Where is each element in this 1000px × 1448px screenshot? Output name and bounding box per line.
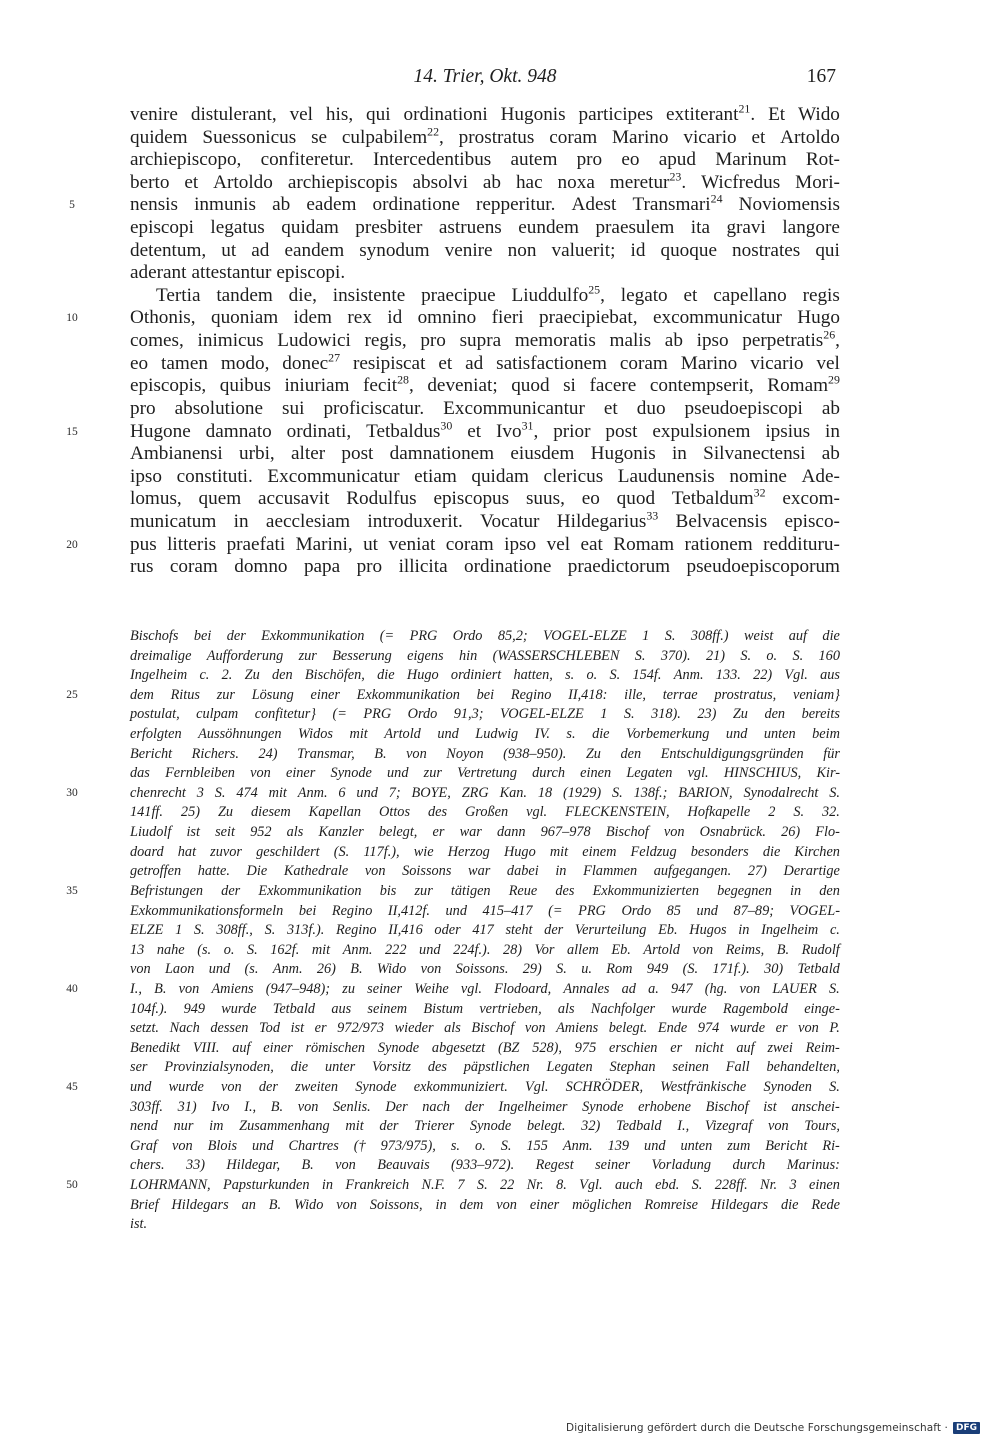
footnote-line: 13 nahe (s. o. S. 162f. mit Anm. 222 und 224f.). 28) Vor allem Eb. Artold von Reims, B. Rudolf: [130, 941, 840, 958]
main-text-line: berto et Artoldo archiepiscopis absolvi ab hac noxa meretur$^{23}$. Wicfredus Mori-: [130, 169, 840, 193]
page-number: 167: [806, 66, 836, 87]
main-text-line: eo tamen modo, donec$^{27}$ resipiscat et ad satisfactionem coram Marino vicario vel: [130, 350, 840, 374]
footnote-line: 35 Befristungen der Exkommunikation bis zur tätigen Reue des Exkommunizierten begegnen in den: [130, 882, 840, 902]
main-text-line: ipso constituti. Excommunicatur etiam quidam clericus Laudunensis nomine Ade-: [130, 465, 840, 487]
footnote-line: postulat, culpam confitetur} (= PRG Ordo 91,3; VOGEL-ELZE 1 S. 318). 23) Zu den bereits: [130, 706, 840, 723]
footnote-line: dreimalige Aufforderung zur Besserung eigens hin (WASSERSCHLEBEN S. 370). 21) S. o. S. 160: [130, 647, 840, 664]
footnote-line: Benedikt VIII. auf einer römischen Synode abgesetzt (BZ 528), 975 erschien er nicht auf zwei Reim-: [130, 1039, 840, 1056]
line-number: 25: [66, 688, 78, 701]
line-number: 30: [66, 786, 78, 799]
line-number: 10: [66, 312, 78, 325]
line-number: 5: [69, 199, 75, 212]
footnote-line: 104f.). 949 wurde Tetbald aus seinem Bistum vertrieben, als Nachfolger wurde Ragembold einge-: [130, 1000, 840, 1017]
running-title: 14. Trier, Okt. 948: [413, 66, 557, 87]
footnote-line: Ingelheim c. 2. Zu den Bischöfen, die Hugo ordiniert hatten, s. o. S. 154f. Anm. 133. 22) Vgl. aus: [130, 667, 840, 684]
footnote-line: doard hat zuvor geschildert (S. 117f.), wie Herzog Hugo mit einem Feldzug besonders die Kirchen: [130, 843, 840, 860]
main-text-line: venire distulerant, vel his, qui ordinationi Hugonis participes extiterant$^{21}$. Et Wido: [130, 101, 840, 125]
footnote-line: 30 chenrecht 3 S. 474 mit Anm. 6 und 7; BOYE, ZRG Kan. 18 (1929) S. 138f.; BARION, Synodalrecht S.: [130, 784, 840, 804]
footnote-line: 141ff. 25) Zu diesem Kapellan Ottos des Großen vgl. FLECKENSTEIN, Hofkapelle 2 S. 32.: [130, 804, 840, 821]
main-text-line: Ambianensi urbi, alter post damnationem eiusdem Hugonis in Silvanectensi ab: [130, 443, 840, 465]
footnote-line: 40 I., B. von Amiens (947–948); zu seiner Weihe vgl. Flodoard, Annales ad a. 947 (hg. von LAUER S.: [130, 980, 840, 1000]
main-text-line: municatum in aecclesiam introduxerit. Vocatur Hildegarius$^{33}$ Belvacensis episco-: [130, 508, 840, 532]
page-header: [130, 62, 840, 92]
main-text: [66, 101, 840, 579]
line-number: 45: [66, 1081, 78, 1094]
footnote-line: 45 und wurde von der zweiten Synode exkommuniziert. Vgl. SCHRÖDER, Westfränkische Synoden S.: [130, 1078, 840, 1098]
footnote-line: Brief Hildegars an B. Wido von Soissons, in dem von einer möglichen Romreise Hildegars die Rede: [130, 1196, 840, 1213]
footnote-line: 25 dem Ritus zur Lösung einer Exkommunikation bei Regino II,418: ille, terrae prostratus, veniam}: [130, 686, 840, 706]
main-text-line: pro absolutione sui proficiscatur. Excommunicantur et duo pseudoepiscopi ab: [130, 397, 840, 419]
footnote-line: Exkommunikationsformeln bei Regino II,412f. und 415–417 (= PRG Ordo 85 und 87–89; VOGEL-: [130, 902, 840, 919]
footnote-line: getroffen hatte. Die Kathedrale von Soissons war dabei in Flammen aufgegangen. 27) Derartige: [130, 863, 840, 880]
footnote-line: Liudolf ist seit 952 als Kanzler belegt, er war dann 967–978 Bischof von Osnabrück. 26) Flo-: [130, 824, 840, 841]
footnote-line: Bericht Richers. 24) Transmar, B. von Noyon (938–950). Zu den Entschuldigungsgründen für: [130, 745, 840, 762]
footnote-line: von Laon und (s. Anm. 26) B. Wido von Soissons. 29) S. u. Rom 949 (S. 171f.). 30) Tetbald: [130, 961, 840, 978]
main-text-line: 20 pus litteris praefati Marini, ut veniat coram ipso vel eat Romam rationem reddituru-: [130, 534, 840, 557]
footnote-line: nend nur im Zusammenhang mit der Trierer Synode belegt. 32) Tedbald I., Vizegraf von Tours,: [130, 1118, 840, 1135]
footnote-line: ELZE 1 S. 308ff., S. 313f.). Regino II,416 oder 417 steht der Verurteilung Eb. Hugos in Ingelheim c.: [130, 922, 840, 939]
footnote-line: ser Provinzialsynoden, die unter Vorsitz des päpstlichen Legaten Stephan seinen Fall behandelten,: [130, 1059, 840, 1076]
line-number: 40: [66, 982, 78, 995]
main-text-line: aderant attestantur episcopi.: [130, 262, 346, 284]
main-text-line: comes, inimicus Ludowici regis, pro supra memoratis malis ab ipso perpetratis$^{26}$,: [130, 327, 840, 352]
dfg-logo: DFG: [953, 1422, 980, 1434]
main-text-line: 5 nensis inmunis ab eadem ordinatione repperitur. Adest Transmari$^{24}$ Noviomensis: [130, 194, 840, 217]
footnote-line: 303ff. 31) Ivo I., B. von Senlis. Der nach der Ingelheimer Synode erhobene Bischof ist anschei-: [130, 1098, 840, 1115]
footnote-line: Graf von Blois und Chartres († 973/975), s. o. S. 155 Anm. 139 und unten zum Bericht Ri-: [130, 1137, 840, 1154]
footnote-line: setzt. Nach dessen Tod ist er 972/973 wieder als Bischof von Amiens belegt. Ende 974 wurde er von P.: [130, 1020, 840, 1037]
footnote-line: 50 LOHRMANN, Papsturkunden in Frankreich N.F. 7 S. 22 Nr. 8. Vgl. auch ebd. S. 228ff. Nr. 3 einen: [130, 1176, 840, 1196]
main-text-line: 15 Hugone damnato ordinati, Tetbaldus$^{30}$ et Ivo$^{31}$, prior post expulsionem ipsius in: [130, 421, 840, 444]
footnote-line: das Fernbleiben von einer Synode und zur Vertretung durch einen Legaten vgl. HINSCHIUS, Kir-: [130, 765, 840, 782]
main-text-line: detentum, ut ad eandem synodum venire non valuerit; id quoque nostrates qui: [130, 239, 840, 261]
footnote-line: Bischofs bei der Exkommunikation (= PRG Ordo 85,2; VOGEL-ELZE 1 S. 308ff.) weist auf die: [130, 628, 840, 644]
main-text-line: archiepiscopo, confiteretur. Intercedentibus autem pro eo apud Marinum Rot-: [130, 149, 840, 171]
main-text-line: rus coram domno papa pro illicita ordinatione praedictorum pseudoepiscoporum: [130, 556, 840, 578]
line-number: 20: [66, 538, 78, 551]
footnote-line: ist.: [130, 1216, 148, 1233]
line-number: 50: [66, 1179, 78, 1192]
credit-text: Digitalisierung gefördert durch die Deutsche Forschungsgemeinschaft ·: [566, 1422, 948, 1434]
footnotes: [66, 627, 840, 1235]
main-text-line: lomus, quem accusavit Rodulfus episcopus suus, eo quod Tetbaldum$^{32}$ excom-: [130, 485, 840, 510]
main-text-line: 10 Othonis, quoniam idem rex id omnino fieri praecipiebat, excommunicatur Hugo: [130, 307, 840, 330]
main-text-line: episcopis, quibus iniuriam fecit$^{28}$, deveniat; quod si facere contempserit, Romam$^{29}$: [130, 372, 840, 397]
footnote-line: chers. 33) Hildegar, B. von Beauvais (933–972). Regest seiner Vorladung durch Marinus:: [130, 1157, 840, 1174]
main-text-line: Tertia tandem die, insistente praecipue Liuddulfo$^{25}$, legato et capellano regis: [156, 282, 840, 306]
main-text-line: quidem Suessonicus se culpabilem$^{22}$, prostratus coram Marino vicario et Artoldo: [130, 124, 840, 148]
line-number: 35: [66, 884, 78, 897]
footnote-line: erfolgten Aussöhnungen Widos mit Artold und Ludwig IV. s. die Vorbemerkung und unten beim: [130, 726, 840, 743]
line-number: 15: [66, 425, 78, 438]
main-text-line: episcopi legatus quidam presbiter astruens eundem praesulem ita gravi langore: [130, 217, 840, 239]
digitization-credit: [566, 1422, 980, 1434]
